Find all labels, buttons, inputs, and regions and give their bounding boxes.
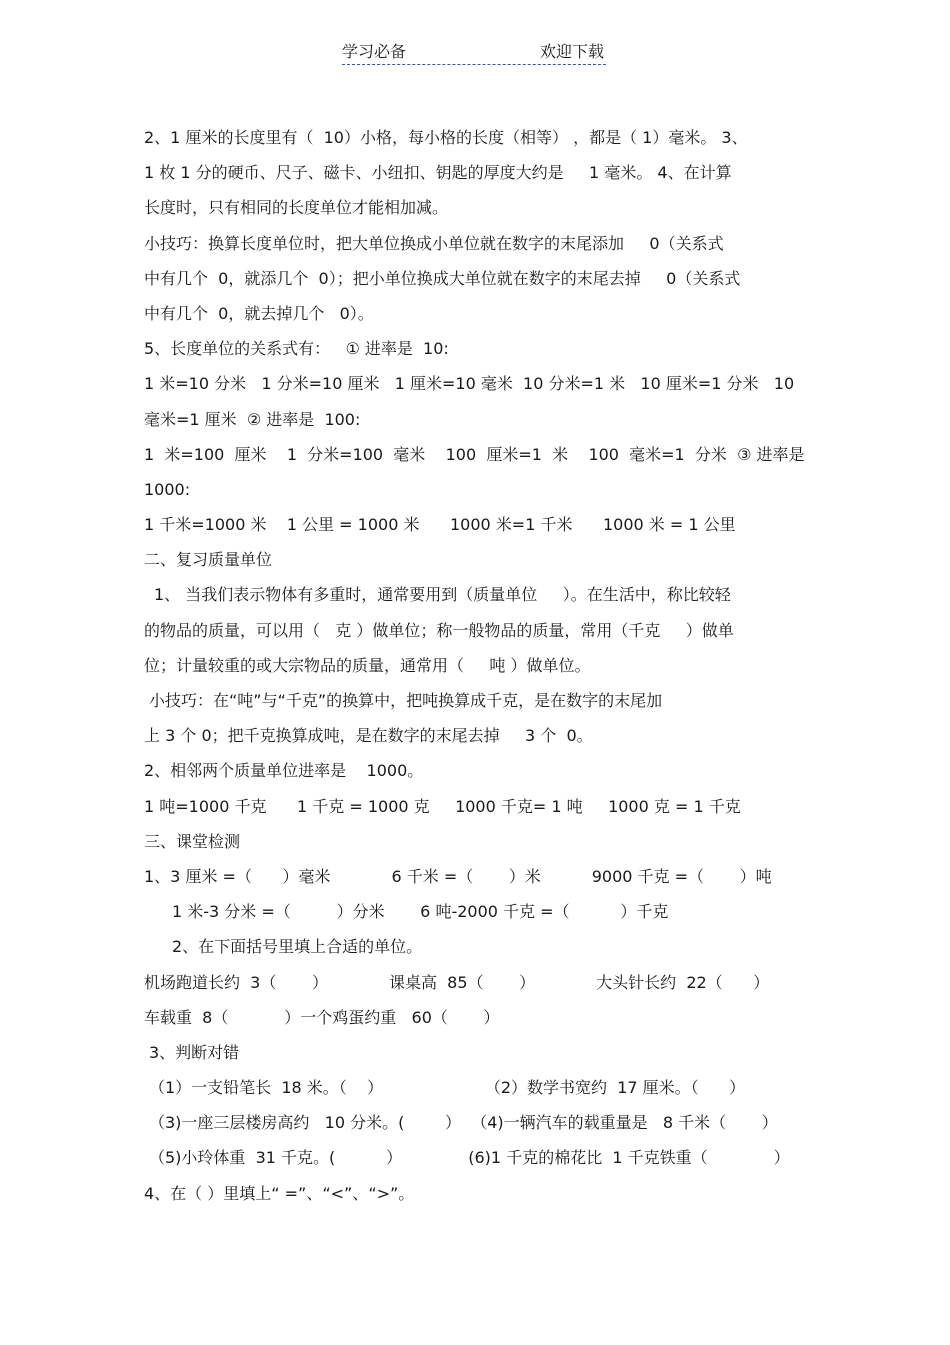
tip-line: 小技巧：换算长度单位时，把大单位换成小单位就在数字的末尾添加 0（关系式 [144, 233, 724, 253]
document-body [144, 120, 824, 1211]
text-line: 1 枚 1 分的硬币、尺子、磁卡、小纽扣、钥匙的厚度大约是 1 毫米。 4、在计算 [144, 163, 732, 183]
page-header [342, 40, 606, 65]
exercise-line: （5)小玲体重 31 千克。( ） (6)1 千克的棉花比 1 千克铁重（ ） [149, 1148, 790, 1168]
formula-line: 1 吨=1000 千克 1 千克 = 1000 克 1000 千克= 1 吨 1000 克 = 1 千克 [144, 796, 741, 816]
exercise-line: 1 米-3 分米 =（ ）分米 6 吨-2000 千克 =（ ）千克 [172, 902, 669, 922]
exercise-line: （3)一座三层楼房高约 10 分米。( ） （4)一辆汽车的载重量是 8 千米（ ） [149, 1113, 778, 1133]
text-line: 2、相邻两个质量单位进率是 1000。 [144, 761, 424, 781]
exercise-line: （1）一支铅笔长 18 米。（ ） （2）数学书宽约 17 厘米。（ ） [149, 1078, 746, 1098]
exercise-heading: 4、在（ ）里填上“ =”、“<”、“>”。 [144, 1183, 415, 1203]
formula-line: 1 米=10 分米 1 分米=10 厘米 1 厘米=10 毫米 10 分米=1 米 10 厘米=1 分米 10 [144, 374, 795, 394]
header-left-text: 学习必备 [342, 42, 407, 61]
tip-line: 中有几个 0，就添几个 0）；把小单位换成大单位就在数字的末尾去掉 0（关系式 [144, 268, 741, 288]
tip-line: 上 3 个 0；把千克换算成吨，是在数字的末尾去掉 3 个 0。 [144, 726, 593, 746]
section-heading: 二、复习质量单位 [144, 550, 273, 570]
tip-line: 中有几个 0，就去掉几个 0）。 [144, 303, 374, 323]
formula-line: 1 米=100 厘米 1 分米=100 毫米 100 厘米=1 米 100 毫米=1 分米 ③ 进率是 [144, 444, 805, 464]
header-right-text: 欢迎下载 [539, 42, 604, 61]
text-line: 2、1 厘米的长度里有（ 10）小格，每小格的长度（相等） ，都是（ 1）毫米。 3、 [144, 128, 748, 147]
section-heading: 三、课堂检测 [144, 831, 241, 851]
exercise-heading: 2、在下面括号里填上合适的单位。 [172, 937, 423, 957]
exercise-line: 车载重 8（ ）一个鸡蛋约重 60（ ） [144, 1007, 500, 1027]
exercise-line: 1、3 厘米 =（ ）毫米 6 千米 =（ ）米 9000 千克 =（ ）吨 [144, 866, 772, 886]
text-line: 1、 当我们表示物体有多重时，通常要用到（质量单位 ）。在生活中，称比较轻 [154, 585, 731, 605]
text-line: 长度时，只有相同的长度单位才能相加减。 [144, 198, 449, 218]
formula-line: 1000: [144, 479, 191, 499]
exercise-line: 机场跑道长约 3（ ） 课桌高 85（ ） 大头针长约 22（ ） [144, 972, 770, 992]
text-line: 位；计量较重的或大宗物品的质量，通常用（ 吨 ）做单位。 [144, 655, 591, 675]
text-line: 5、长度单位的关系式有： ① 进率是 10: [144, 339, 449, 359]
formula-line: 1 千米=1000 米 1 公里 = 1000 米 1000 米=1 千米 1000 米 = 1 公里 [144, 515, 736, 535]
formula-line: 毫米=1 厘米 ② 进率是 100: [144, 409, 361, 429]
text-line: 的物品的质量，可以用（ 克 ）做单位；称一般物品的质量，常用（千克 ）做单 [144, 620, 734, 640]
tip-line: 小技巧：在“吨”与“千克”的换算中，把吨换算成千克，是在数字的末尾加 [149, 691, 663, 710]
exercise-heading: 3、判断对错 [149, 1042, 240, 1062]
